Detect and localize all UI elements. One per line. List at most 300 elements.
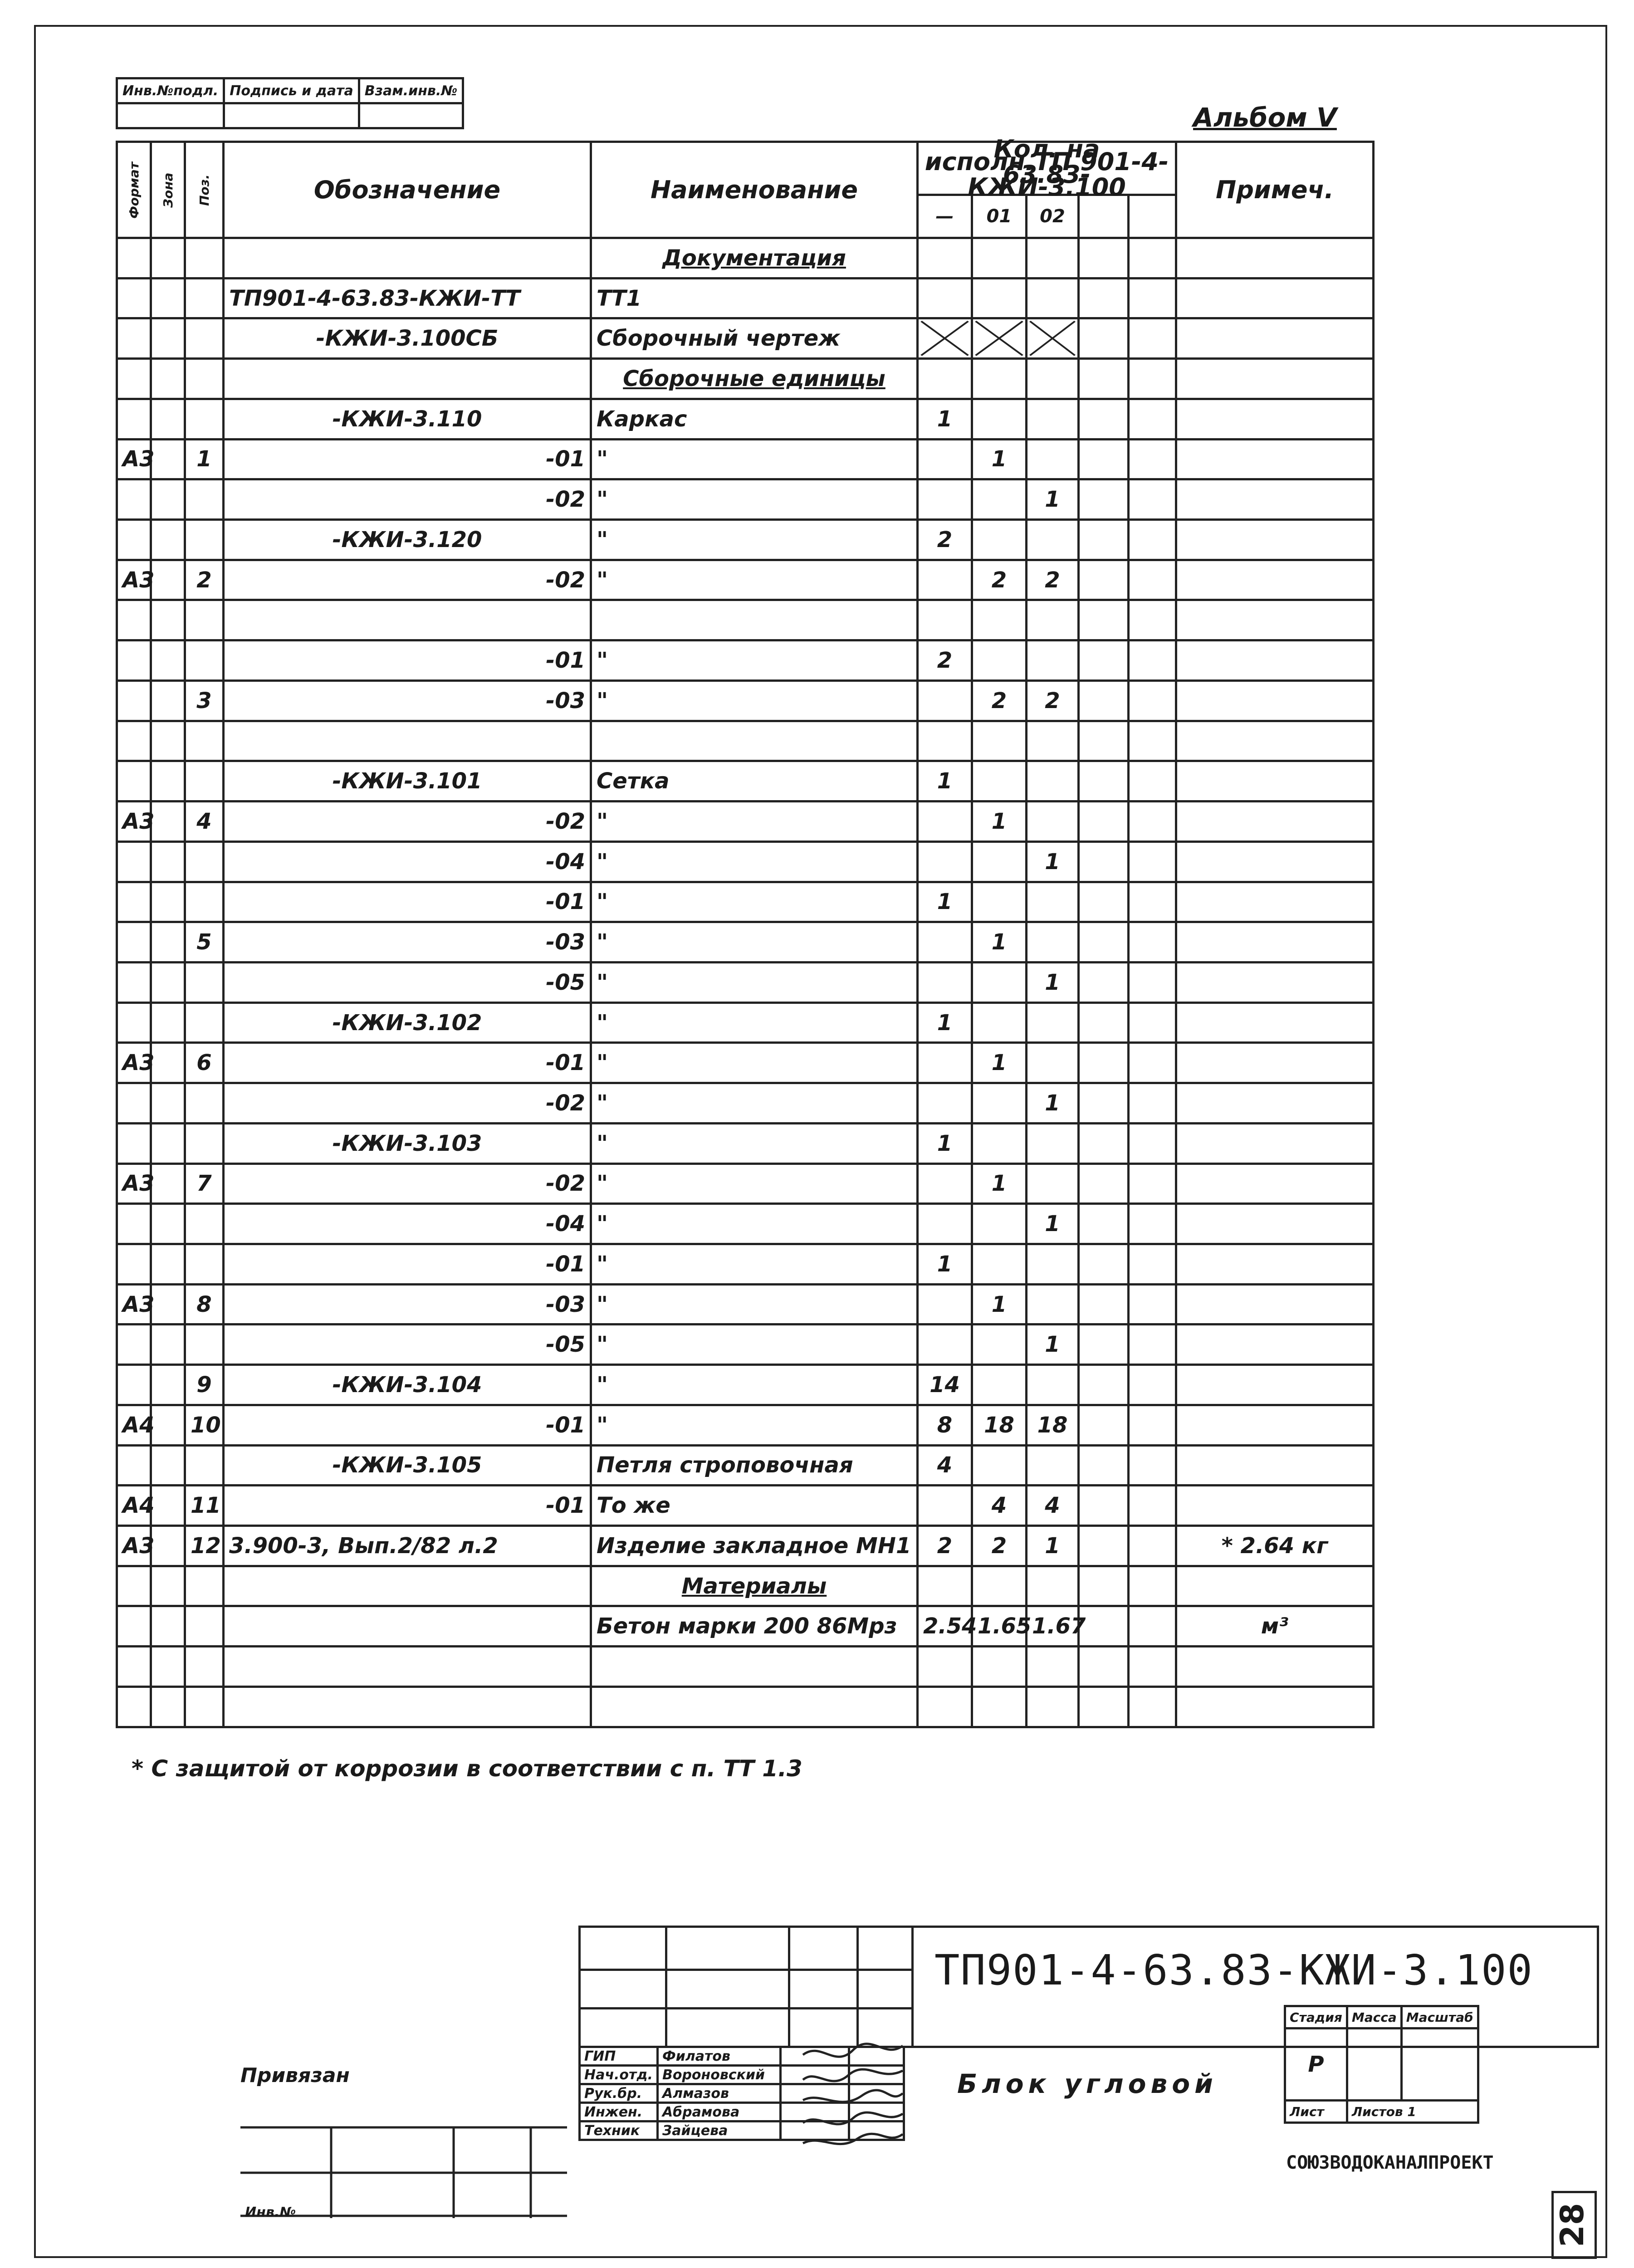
table-row <box>117 439 1374 479</box>
cell-qty-empty-1 <box>1079 520 1129 560</box>
cell-pos <box>185 1325 224 1365</box>
cell-qty-empty-2 <box>1129 1284 1176 1325</box>
cell-zone <box>151 1405 185 1445</box>
cell-qty-02 <box>1027 318 1079 359</box>
cell-qty-empty-1 <box>1079 479 1129 520</box>
cross-mark <box>1027 319 1077 357</box>
cell-qty-base <box>918 238 972 279</box>
cell-qty-empty-1 <box>1079 1486 1129 1526</box>
cell-pos <box>185 1686 224 1727</box>
cell-qty-empty-1 <box>1079 882 1129 922</box>
inv-label: Инв.№ <box>245 2204 296 2220</box>
cell-name <box>591 721 918 761</box>
cell-qty-02 <box>1027 640 1079 681</box>
cell-qty-base <box>918 600 972 640</box>
cell-pos <box>185 238 224 279</box>
cell-qty-02: 1.67 <box>1027 1606 1079 1647</box>
table-row <box>117 962 1374 1002</box>
cell-format <box>117 882 151 922</box>
cell-pos <box>185 1445 224 1486</box>
cell-pos: 2 <box>185 560 224 600</box>
cell-qty-02 <box>1027 1365 1079 1405</box>
table-row <box>117 1365 1374 1405</box>
cell-name: " <box>591 841 918 882</box>
cross-mark <box>973 319 1025 357</box>
table-row <box>117 802 1374 842</box>
cell-name: " <box>591 439 918 479</box>
cell-format <box>117 922 151 963</box>
cell-qty-01 <box>972 882 1027 922</box>
cell-format <box>117 1647 151 1687</box>
cell-pos <box>185 1204 224 1244</box>
cell-qty-empty-2 <box>1129 1043 1176 1083</box>
signature-name: Зайцева <box>657 2121 780 2140</box>
signature-role: Рук.бр. <box>580 2084 658 2103</box>
col-format: Формат <box>117 142 151 238</box>
cell-qty-01 <box>972 721 1027 761</box>
cell-qty-empty-1 <box>1079 439 1129 479</box>
cell-qty-01 <box>972 1083 1027 1124</box>
cell-qty-02 <box>1027 1123 1079 1163</box>
cell-qty-02 <box>1027 238 1079 279</box>
cell-qty-02 <box>1027 359 1079 399</box>
cell-zone <box>151 1284 185 1325</box>
cell-qty-empty-2 <box>1129 1365 1176 1405</box>
cell-qty-02 <box>1027 600 1079 640</box>
cell-pos <box>185 318 224 359</box>
cell-qty-empty-2 <box>1129 600 1176 640</box>
cell-note <box>1176 318 1374 359</box>
cell-qty-empty-2 <box>1129 399 1176 439</box>
cell-qty-base <box>918 1083 972 1124</box>
cell-pos <box>185 841 224 882</box>
cell-name: То же <box>591 1486 918 1526</box>
cell-qty-02 <box>1027 1647 1079 1687</box>
cell-qty-02 <box>1027 1445 1079 1486</box>
cell-pos: 11 <box>185 1486 224 1526</box>
cell-format <box>117 278 151 318</box>
table-row <box>117 1566 1374 1606</box>
cell-qty-02: 1 <box>1027 1083 1079 1124</box>
cell-designation: -КЖИ-3.103 <box>224 1123 591 1163</box>
cell-qty-empty-1 <box>1079 1325 1129 1365</box>
cell-qty-base: 1 <box>918 761 972 802</box>
table-row <box>117 1486 1374 1526</box>
cell-qty-base <box>918 922 972 963</box>
cell-qty-01 <box>972 962 1027 1002</box>
cell-note: м³ <box>1176 1606 1374 1647</box>
cell-qty-01: 1 <box>972 1163 1027 1204</box>
cell-qty-base <box>918 1325 972 1365</box>
stage-label: Стадия <box>1285 2006 1347 2028</box>
cell-format <box>117 761 151 802</box>
cell-zone <box>151 1526 185 1566</box>
cell-designation: -03 <box>224 1284 591 1325</box>
cell-designation: -02 <box>224 479 591 520</box>
table-row <box>117 841 1374 882</box>
table-row <box>117 520 1374 560</box>
cell-note <box>1176 802 1374 842</box>
cell-pos <box>185 1083 224 1124</box>
cell-zone <box>151 560 185 600</box>
cell-designation <box>224 600 591 640</box>
cell-designation: -КЖИ-3.104 <box>224 1365 591 1405</box>
cell-format: А3 <box>117 1284 151 1325</box>
cell-designation: ТП901-4-63.83-КЖИ-ТТ <box>224 278 591 318</box>
cell-name: Материалы <box>591 1566 918 1606</box>
cell-qty-empty-2 <box>1129 841 1176 882</box>
table-row <box>117 1284 1374 1325</box>
cell-note <box>1176 1486 1374 1526</box>
cell-qty-empty-1 <box>1079 600 1129 640</box>
col-qty-header: Кол. на исполн.ТП 901-4-63.83- КЖИ-3.100 <box>918 142 1176 195</box>
cell-pos: 4 <box>185 802 224 842</box>
table-row <box>117 600 1374 640</box>
sheet-number: 28 <box>1551 2191 1597 2259</box>
cell-pos: 9 <box>185 1365 224 1405</box>
cell-qty-02: 2 <box>1027 560 1079 600</box>
cell-name: Документация <box>591 238 918 279</box>
cell-qty-02 <box>1027 922 1079 963</box>
cell-qty-01 <box>972 1325 1027 1365</box>
cell-designation: -КЖИ-3.105 <box>224 1445 591 1486</box>
cell-qty-empty-2 <box>1129 1647 1176 1687</box>
signature-scribbles <box>794 2037 912 2155</box>
cell-zone <box>151 841 185 882</box>
cell-qty-01 <box>972 1445 1027 1486</box>
cell-pos <box>185 962 224 1002</box>
cell-zone <box>151 1566 185 1606</box>
cell-name: " <box>591 802 918 842</box>
cell-designation: -04 <box>224 1204 591 1244</box>
cell-note <box>1176 278 1374 318</box>
cell-qty-base <box>918 439 972 479</box>
cell-qty-empty-1 <box>1079 1606 1129 1647</box>
cell-name: " <box>591 1002 918 1043</box>
cell-qty-base <box>918 680 972 721</box>
cell-qty-01 <box>972 278 1027 318</box>
cell-format <box>117 1123 151 1163</box>
cell-name <box>591 1686 918 1727</box>
cell-zone <box>151 962 185 1002</box>
table-row <box>117 1043 1374 1083</box>
cell-note <box>1176 1163 1374 1204</box>
cell-designation: -01 <box>224 640 591 681</box>
table-row <box>117 318 1374 359</box>
cell-qty-base <box>918 1163 972 1204</box>
cell-name: ТТ1 <box>591 278 918 318</box>
cell-pos <box>185 1123 224 1163</box>
cell-format: А3 <box>117 802 151 842</box>
cell-note <box>1176 1284 1374 1325</box>
cell-qty-base: 1 <box>918 1002 972 1043</box>
cell-note <box>1176 1405 1374 1445</box>
cell-pos <box>185 520 224 560</box>
cell-qty-empty-2 <box>1129 278 1176 318</box>
cell-pos <box>185 1606 224 1647</box>
cell-qty-base: 1 <box>918 1244 972 1284</box>
cell-note <box>1176 600 1374 640</box>
cell-pos: 10 <box>185 1405 224 1445</box>
cell-qty-01 <box>972 479 1027 520</box>
cell-pos <box>185 1002 224 1043</box>
cell-qty-base <box>918 1686 972 1727</box>
cell-qty-02 <box>1027 1163 1079 1204</box>
cell-qty-base <box>918 1204 972 1244</box>
signature-name: Алмазов <box>657 2084 780 2103</box>
cell-name: Бетон марки 200 86Мрз <box>591 1606 918 1647</box>
table-row <box>117 1686 1374 1727</box>
cell-qty-01: 18 <box>972 1405 1027 1445</box>
table-row <box>117 721 1374 761</box>
cell-designation: -03 <box>224 680 591 721</box>
mass-label: Масса <box>1347 2006 1401 2028</box>
cell-qty-01 <box>972 600 1027 640</box>
cell-note <box>1176 1123 1374 1163</box>
cell-qty-empty-1 <box>1079 1526 1129 1566</box>
cell-format <box>117 640 151 681</box>
stage-box <box>1284 2005 1479 2124</box>
cell-zone <box>151 359 185 399</box>
cell-name: " <box>591 560 918 600</box>
col-qty-empty-2 <box>1129 195 1176 238</box>
cell-qty-01: 4 <box>972 1486 1027 1526</box>
cell-name: " <box>591 1405 918 1445</box>
cell-zone <box>151 278 185 318</box>
cell-qty-base: 1 <box>918 1123 972 1163</box>
cell-qty-empty-1 <box>1079 238 1129 279</box>
col-qty-01: 01 <box>972 195 1027 238</box>
cell-note <box>1176 1204 1374 1244</box>
cell-qty-base <box>918 802 972 842</box>
cell-qty-base: 14 <box>918 1365 972 1405</box>
cell-note <box>1176 922 1374 963</box>
cell-zone <box>151 439 185 479</box>
cell-note <box>1176 841 1374 882</box>
cell-designation <box>224 721 591 761</box>
cell-zone <box>151 318 185 359</box>
sign-date-label: Подпись и дата <box>224 78 359 103</box>
cell-qty-01 <box>972 1686 1027 1727</box>
cell-zone <box>151 238 185 279</box>
cell-designation: -02 <box>224 1163 591 1204</box>
cell-qty-empty-2 <box>1129 359 1176 399</box>
cell-qty-empty-2 <box>1129 761 1176 802</box>
cell-format: А4 <box>117 1405 151 1445</box>
cell-zone <box>151 1686 185 1727</box>
cell-qty-01 <box>972 359 1027 399</box>
cell-format <box>117 1365 151 1405</box>
cell-format <box>117 1083 151 1124</box>
cell-qty-empty-2 <box>1129 1405 1176 1445</box>
cell-qty-empty-1 <box>1079 1365 1129 1405</box>
signature-role: Нач.отд. <box>580 2066 658 2084</box>
cell-note <box>1176 520 1374 560</box>
cell-qty-empty-1 <box>1079 922 1129 963</box>
cell-qty-empty-1 <box>1079 1083 1129 1124</box>
cell-name: " <box>591 640 918 681</box>
cell-zone <box>151 1445 185 1486</box>
cell-qty-empty-2 <box>1129 640 1176 681</box>
cell-qty-empty-1 <box>1079 1647 1129 1687</box>
cell-name: " <box>591 1284 918 1325</box>
cell-designation: -01 <box>224 439 591 479</box>
signature-name: Филатов <box>657 2047 780 2066</box>
cell-qty-01 <box>972 841 1027 882</box>
cell-note <box>1176 721 1374 761</box>
table-row <box>117 359 1374 399</box>
cell-zone <box>151 680 185 721</box>
signature-role: Инжен. <box>580 2103 658 2121</box>
cell-qty-empty-2 <box>1129 238 1176 279</box>
table-row <box>117 1325 1374 1365</box>
cell-pos: 12 <box>185 1526 224 1566</box>
cell-format <box>117 238 151 279</box>
cell-designation: -01 <box>224 1486 591 1526</box>
cell-zone <box>151 1163 185 1204</box>
cell-pos <box>185 278 224 318</box>
table-row <box>117 1002 1374 1043</box>
cell-qty-02 <box>1027 399 1079 439</box>
cell-format <box>117 962 151 1002</box>
table-row <box>117 1163 1374 1204</box>
stage-value: Р <box>1285 2028 1347 2101</box>
cell-qty-01: 1 <box>972 439 1027 479</box>
table-row <box>117 1647 1374 1687</box>
cell-format <box>117 1325 151 1365</box>
cell-qty-base <box>918 1566 972 1606</box>
cell-qty-empty-2 <box>1129 1325 1176 1365</box>
cell-pos <box>185 479 224 520</box>
cell-designation: -02 <box>224 802 591 842</box>
cell-zone <box>151 399 185 439</box>
cell-format <box>117 721 151 761</box>
cell-designation: -01 <box>224 1405 591 1445</box>
cell-qty-01 <box>972 761 1027 802</box>
cell-qty-base <box>918 359 972 399</box>
cell-name: " <box>591 1123 918 1163</box>
cell-name: Каркас <box>591 399 918 439</box>
cell-zone <box>151 1486 185 1526</box>
cell-zone <box>151 721 185 761</box>
cell-zone <box>151 1606 185 1647</box>
cell-pos: 8 <box>185 1284 224 1325</box>
cell-qty-02 <box>1027 439 1079 479</box>
cell-qty-empty-2 <box>1129 560 1176 600</box>
cell-qty-02: 1 <box>1027 479 1079 520</box>
table-row <box>117 1526 1374 1566</box>
cell-note <box>1176 640 1374 681</box>
col-qty-base: — <box>918 195 972 238</box>
cell-qty-empty-2 <box>1129 1445 1176 1486</box>
table-row <box>117 1204 1374 1244</box>
cell-designation <box>224 238 591 279</box>
cell-qty-02: 1 <box>1027 841 1079 882</box>
cell-qty-base <box>918 1043 972 1083</box>
cell-pos: 7 <box>185 1163 224 1204</box>
cell-designation: -01 <box>224 1244 591 1284</box>
cell-qty-01 <box>972 1244 1027 1284</box>
table-row <box>117 1244 1374 1284</box>
sign-date-value <box>224 103 359 128</box>
cell-qty-empty-1 <box>1079 1445 1129 1486</box>
cell-format <box>117 1244 151 1284</box>
cell-qty-base: 1 <box>918 882 972 922</box>
cell-designation <box>224 1647 591 1687</box>
cell-qty-empty-2 <box>1129 1244 1176 1284</box>
cell-qty-02 <box>1027 520 1079 560</box>
cell-designation: 3.900-3, Вып.2/82 л.2 <box>224 1526 591 1566</box>
cell-qty-empty-2 <box>1129 1204 1176 1244</box>
cell-qty-02: 4 <box>1027 1486 1079 1526</box>
cell-qty-empty-1 <box>1079 1405 1129 1445</box>
sheet-label: Лист <box>1285 2101 1347 2123</box>
cell-format <box>117 1204 151 1244</box>
cell-designation: -05 <box>224 962 591 1002</box>
cell-format: А3 <box>117 439 151 479</box>
cell-name: " <box>591 1325 918 1365</box>
cell-format: А3 <box>117 1163 151 1204</box>
cell-zone <box>151 520 185 560</box>
cell-pos <box>185 761 224 802</box>
cell-pos <box>185 1244 224 1284</box>
cell-designation <box>224 1686 591 1727</box>
cell-qty-base: 2.54 <box>918 1606 972 1647</box>
archive-header <box>116 77 464 129</box>
cell-qty-01 <box>972 1566 1027 1606</box>
cell-qty-base: 2 <box>918 1526 972 1566</box>
cell-pos <box>185 882 224 922</box>
cell-designation: -03 <box>224 922 591 963</box>
inv-orig-value <box>117 103 224 128</box>
cell-qty-01: 1 <box>972 922 1027 963</box>
table-row <box>117 1083 1374 1124</box>
cell-qty-02 <box>1027 882 1079 922</box>
cell-name: Сборочные единицы <box>591 359 918 399</box>
cell-note: * 2.64 кг <box>1176 1526 1374 1566</box>
cell-zone <box>151 1244 185 1284</box>
cell-zone <box>151 1365 185 1405</box>
cell-note <box>1176 399 1374 439</box>
cell-qty-empty-1 <box>1079 359 1129 399</box>
cell-qty-base: 2 <box>918 640 972 681</box>
cell-qty-empty-1 <box>1079 1123 1129 1163</box>
cell-qty-empty-1 <box>1079 721 1129 761</box>
cell-qty-empty-1 <box>1079 1002 1129 1043</box>
cell-qty-01: 1.65 <box>972 1606 1027 1647</box>
cell-name: " <box>591 1083 918 1124</box>
cell-qty-02 <box>1027 1284 1079 1325</box>
cell-name: Сетка <box>591 761 918 802</box>
cell-qty-02 <box>1027 278 1079 318</box>
cell-zone <box>151 1083 185 1124</box>
cell-qty-01: 1 <box>972 1043 1027 1083</box>
cell-format <box>117 1002 151 1043</box>
cell-note <box>1176 560 1374 600</box>
cell-name: Петля строповочная <box>591 1445 918 1486</box>
cell-name: " <box>591 1204 918 1244</box>
cell-name: " <box>591 962 918 1002</box>
cell-qty-01 <box>972 238 1027 279</box>
cell-zone <box>151 882 185 922</box>
cell-qty-base: 2 <box>918 520 972 560</box>
cell-format <box>117 1566 151 1606</box>
table-row <box>117 278 1374 318</box>
cell-pos <box>185 1647 224 1687</box>
cell-qty-02: 2 <box>1027 680 1079 721</box>
cell-qty-01 <box>972 1204 1027 1244</box>
cell-name: Изделие закладное МН1 <box>591 1526 918 1566</box>
